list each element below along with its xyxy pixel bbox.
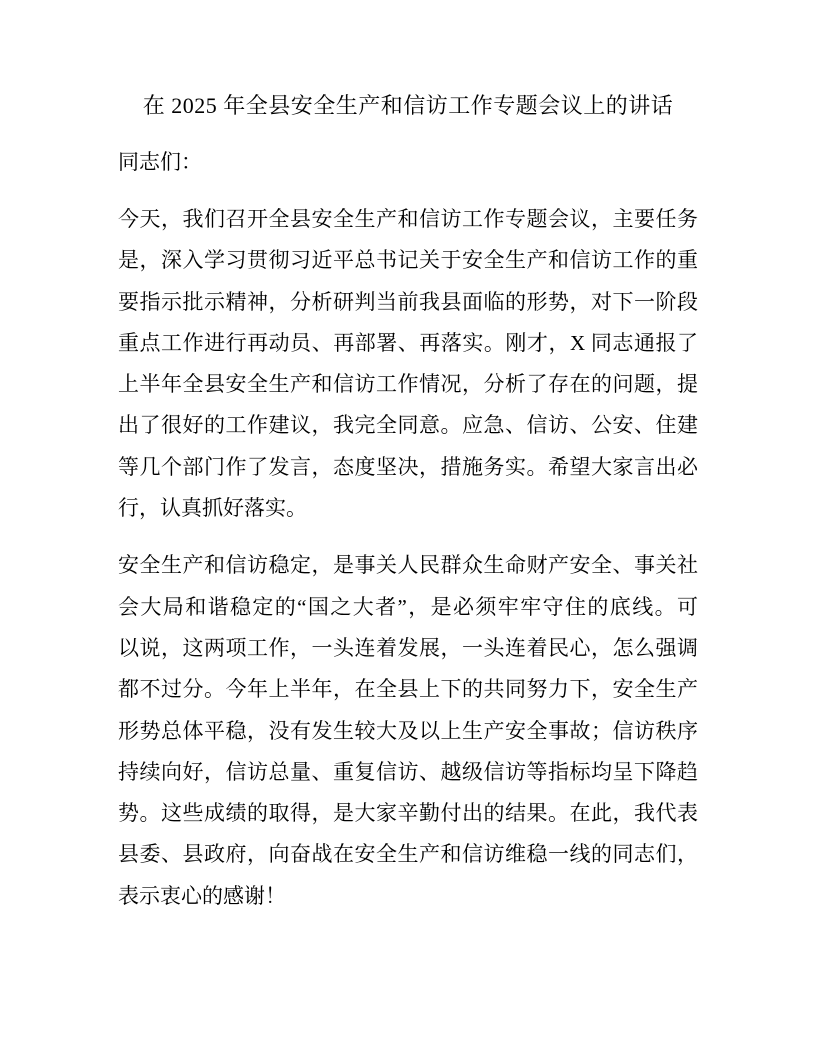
body-line: 表示衷心的感谢！ — [118, 883, 286, 908]
body-line: 都不过分。今年上半年，在全县上下的共同努力下，安全生产 — [118, 677, 698, 702]
body-line: 上半年全县安全生产和信访工作情况，分析了存在的问题，提 — [118, 372, 698, 397]
body-line: 安全生产和信访稳定，是事关人民群众生命财产安全、事关社 — [118, 553, 698, 578]
body-line: 形势总体平稳，没有发生较大及以上生产安全事故；信访秩序 — [118, 718, 698, 743]
body-line: 县委、县政府，向奋战在安全生产和信访维稳一线的同志们， — [118, 842, 698, 867]
body-line: 以说，这两项工作，一头连着发展，一头连着民心，怎么强调 — [118, 635, 698, 660]
body-line: 要指示批示精神，分析研判当前我县面临的形势，对下一阶段 — [118, 289, 698, 314]
body-line: 出了很好的工作建议，我完全同意。应急、信访、公安、住建 — [118, 413, 698, 438]
document-content — [118, 85, 698, 933]
body-line: 今天，我们召开全县安全生产和信访工作专题会议，主要任务 — [118, 207, 698, 231]
salutation: 同志们： — [118, 150, 202, 174]
body-line: 势。这些成绩的取得，是大家辛勤付出的结果。在此，我代表 — [118, 801, 698, 826]
paragraph — [118, 545, 698, 917]
body-line: 持续向好，信访总量、重复信访、越级信访等指标均呈下降趋 — [118, 759, 698, 784]
body-line: 是，深入学习贯彻习近平总书记关于安全生产和信访工作的重 — [118, 248, 698, 273]
body-line: 会大局和谐稳定的“国之大者”，是必须牢牢守住的底线。可 — [118, 594, 698, 619]
body-line: 行，认真抓好落实。 — [118, 496, 307, 521]
paragraphs — [118, 199, 698, 917]
body-line: 等几个部门作了发言，态度坚决，措施务实。希望大家言出必 — [118, 454, 698, 479]
document-title: 在 2025 年全县安全生产和信访工作专题会议上的讲话 — [142, 93, 674, 118]
body-line: 重点工作进行再动员、再部署、再落实。刚才，X 同志通报了 — [118, 330, 698, 355]
paragraph — [118, 199, 698, 529]
